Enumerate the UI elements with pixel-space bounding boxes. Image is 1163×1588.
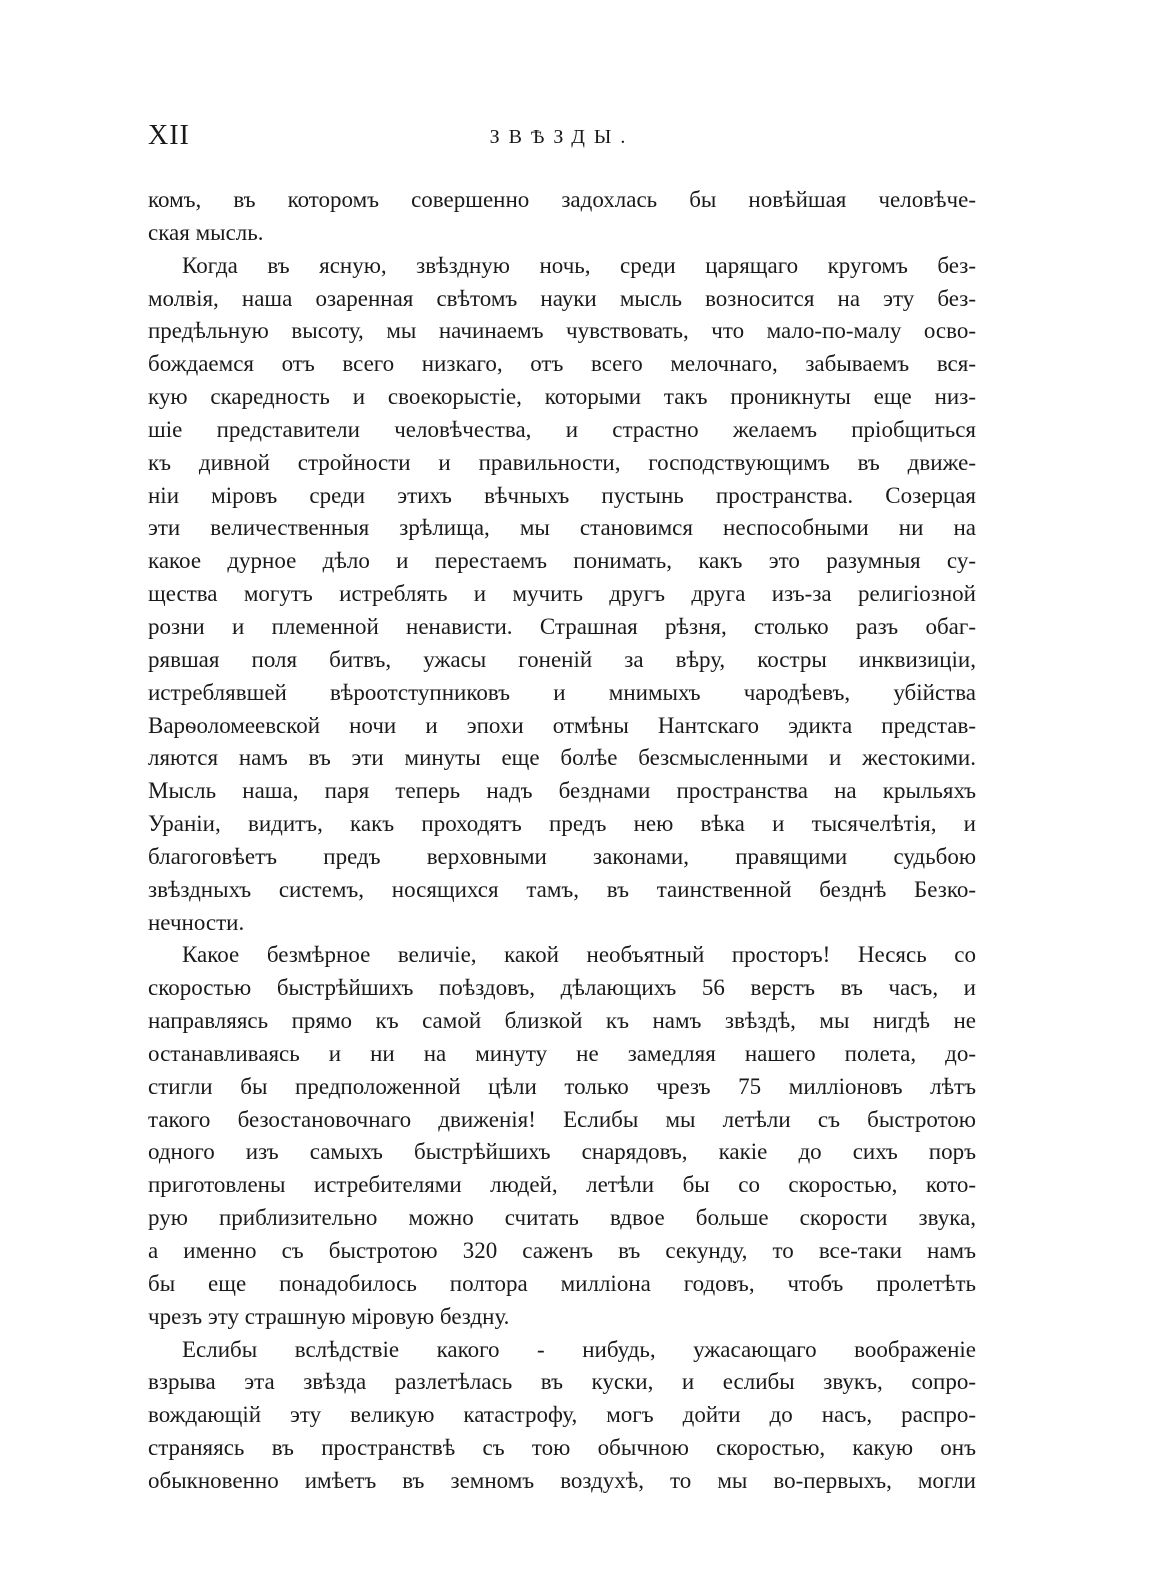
text-line: ніи міровъ среди этихъ вѣчныхъ пустынь пространства. Созерцая bbox=[148, 482, 976, 508]
text-line: вождающій эту великую катастрофу, могъ дойти до насъ, распро- bbox=[148, 1402, 976, 1428]
page-body bbox=[148, 184, 976, 1498]
text-line: молвія, наша озаренная свѣтомъ науки мысль возносится на эту без- bbox=[148, 285, 976, 311]
text-line: останавливаясь и ни на минуту не замедляя нашего полета, до- bbox=[148, 1040, 976, 1066]
text-line: къ дивной стройности и правильности, господствующимъ въ движе- bbox=[148, 449, 976, 475]
text-line: Ураніи, видитъ, какъ проходятъ предъ нею вѣка и тысячелѣтія, и bbox=[148, 811, 976, 837]
text-line: нечности. bbox=[148, 909, 245, 935]
text-line: эти величественныя зрѣлища, мы становимся неспособными ни на bbox=[148, 515, 976, 541]
text-line: рявшая поля битвъ, ужасы гоненій за вѣру, костры инквизиціи, bbox=[148, 646, 976, 672]
text-line: Варѳоломеевской ночи и эпохи отмѣны Нантскаго эдикта представ- bbox=[148, 712, 976, 738]
text-line: взрыва эта звѣзда разлетѣлась въ куски, и еслибы звукъ, сопро- bbox=[148, 1369, 976, 1395]
text-line: Когда въ ясную, звѣздную ночь, среди царящаго кругомъ без- bbox=[182, 252, 976, 278]
text-line: направляясь прямо къ самой близкой къ намъ звѣздѣ, мы нигдѣ не bbox=[148, 1008, 976, 1034]
text-line: стигли бы предположенной цѣли только чрезъ 75 милліоновъ лѣтъ bbox=[148, 1073, 976, 1099]
page-number: XII bbox=[148, 120, 190, 151]
text-line: скоростью быстрѣйшихъ поѣздовъ, дѣлающихъ 56 верстъ въ часъ, и bbox=[148, 975, 976, 1001]
text-line: приготовлены истребителями людей, летѣли бы со скоростью, кото- bbox=[148, 1172, 976, 1198]
text-line: такого безостановочнаго движенія! Еслибы мы летѣли съ быстротою bbox=[148, 1106, 976, 1132]
page-header bbox=[148, 120, 976, 160]
text-line: страняясь въ пространствѣ съ тою обычною скоростью, какую онъ bbox=[148, 1435, 976, 1461]
text-line: истреблявшей вѣроотступниковъ и мнимыхъ чародѣевъ, убійства bbox=[148, 679, 976, 705]
text-line: кую скаредность и своекорыстіе, которыми такъ проникнуты еще низ- bbox=[148, 384, 976, 410]
text-line: комъ, въ которомъ совершенно задохлась бы новѣйшая человѣче- bbox=[148, 187, 976, 212]
text-line: бождаемся отъ всего низкаго, отъ всего мелочнаго, забываемъ вся- bbox=[148, 351, 976, 377]
text-line: шіе представители человѣчества, и страстно желаемъ пріобщиться bbox=[148, 416, 976, 442]
text-line: бы еще понадобилось полтора милліона годовъ, чтобъ пролетѣть bbox=[148, 1270, 976, 1296]
text-line: Мысль наша, паря теперь надъ безднами пространства на крыльяхъ bbox=[148, 778, 976, 804]
text-line: ляются намъ въ эти минуты еще болѣе безсмысленными и жестокими. bbox=[148, 745, 976, 771]
text-line: ская мысль. bbox=[148, 219, 264, 245]
text-line: звѣздныхъ системъ, носящихся тамъ, въ таинственной безднѣ Безко- bbox=[148, 876, 976, 902]
running-title: ЗВѢЗДЫ. bbox=[489, 126, 635, 148]
text-line: какое дурное дѣло и перестаемъ понимать, какъ это разумныя су- bbox=[148, 548, 976, 574]
text-line: обыкновенно имѣетъ въ земномъ воздухѣ, то мы во-первыхъ, могли bbox=[148, 1467, 976, 1493]
text-line: Какое безмѣрное величіе, какой необъятный просторъ! Несясь со bbox=[182, 942, 976, 968]
text-line: розни и племенной ненависти. Страшная рѣзня, столько разъ обаг- bbox=[148, 613, 976, 639]
text-line: чрезъ эту страшную міровую бездну. bbox=[148, 1303, 510, 1329]
text-line: Еслибы вслѣдствіе какого - нибудь, ужасающаго воображеніе bbox=[182, 1336, 976, 1362]
text-line: предѣльную высоту, мы начинаемъ чувствовать, что мало-по-малу осво- bbox=[148, 318, 976, 344]
text-line: благоговѣетъ предъ верховными законами, правящими судьбою bbox=[148, 843, 976, 869]
text-line: рую приблизительно можно считать вдвое больше скорости звука, bbox=[148, 1205, 976, 1231]
text-line: щества могутъ истреблять и мучить другъ друга изъ-за религіозной bbox=[148, 581, 976, 607]
text-line: одного изъ самыхъ быстрѣйшихъ снарядовъ, какіе до сихъ поръ bbox=[148, 1139, 976, 1165]
text-line: а именно съ быстротою 320 саженъ въ секунду, то все-таки намъ bbox=[148, 1238, 976, 1263]
